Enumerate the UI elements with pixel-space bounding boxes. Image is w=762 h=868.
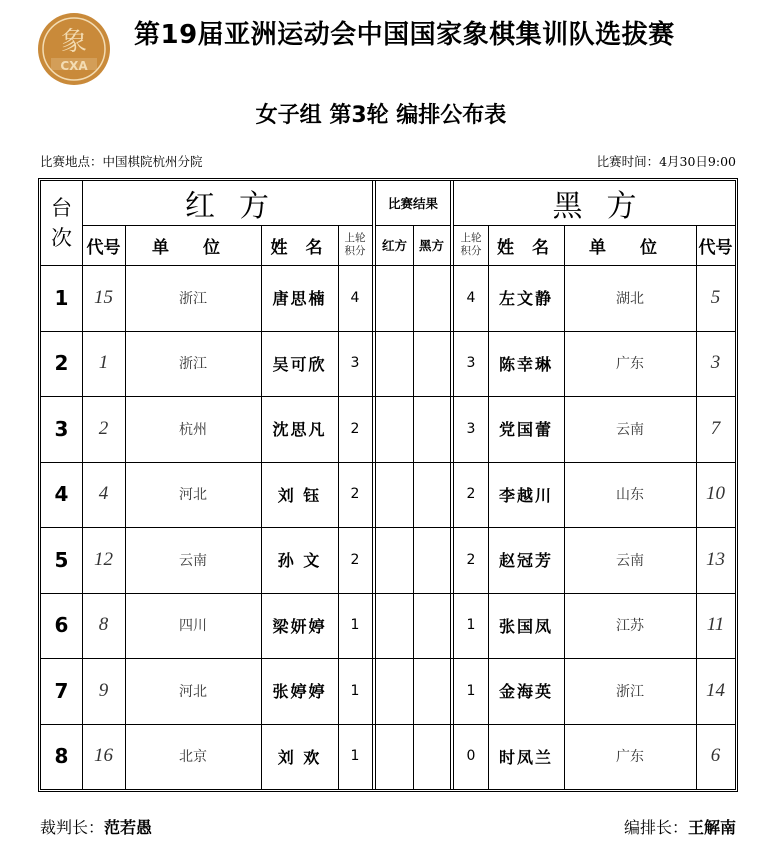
table-number: 7 xyxy=(54,678,69,703)
red-player-name: 张婷婷 xyxy=(272,682,327,702)
black-result[interactable] xyxy=(413,658,450,724)
tai-header: 台 次 xyxy=(51,196,72,250)
black-player-unit: 广东 xyxy=(616,356,644,373)
black-result[interactable] xyxy=(413,396,450,462)
black-player-code: 13 xyxy=(706,548,725,570)
table-number: 5 xyxy=(54,547,69,572)
black-result[interactable] xyxy=(413,331,450,397)
red-side-header: 红方 xyxy=(185,189,293,224)
table-number: 4 xyxy=(54,482,69,507)
arranger xyxy=(624,815,736,838)
arranger-label: 编排长： xyxy=(623,818,688,837)
table-number: 6 xyxy=(54,613,69,638)
table-number: 1 xyxy=(54,285,69,310)
black-player-code: 10 xyxy=(706,483,725,505)
black-player-code: 6 xyxy=(710,745,721,767)
black-player-unit: 湖北 xyxy=(616,290,644,307)
red-player-code: 2 xyxy=(98,417,109,439)
red-player-code: 4 xyxy=(98,483,109,505)
black-result[interactable] xyxy=(413,527,450,593)
black-unit-header: 单 位 xyxy=(589,237,671,258)
pairing-table xyxy=(38,178,738,792)
cxa-logo xyxy=(37,12,111,86)
red-result[interactable] xyxy=(376,527,413,593)
red-player-unit: 杭州 xyxy=(179,421,207,438)
red-prev-score: 2 xyxy=(350,486,360,503)
red-player-unit: 云南 xyxy=(179,552,207,569)
red-player-code: 9 xyxy=(98,679,109,701)
red-player-unit: 浙江 xyxy=(179,290,207,307)
black-result[interactable] xyxy=(413,724,450,790)
black-prev-score: 1 xyxy=(466,617,476,634)
referee-name: 范若愚 xyxy=(104,818,153,837)
result-header: 比赛结果 xyxy=(387,196,438,211)
red-prev-score: 1 xyxy=(350,617,360,634)
red-result[interactable] xyxy=(376,658,413,724)
red-player-name: 吴可欣 xyxy=(272,354,327,374)
red-name-header: 姓 名 xyxy=(270,237,329,258)
red-player-unit: 河北 xyxy=(179,683,207,700)
red-unit-header: 单 位 xyxy=(152,237,234,258)
red-prev-score: 1 xyxy=(350,748,360,765)
red-prev-score-header: 上轮积分 xyxy=(344,232,366,257)
black-result[interactable] xyxy=(413,593,450,659)
black-player-name: 左文静 xyxy=(498,289,553,309)
black-prev-score: 4 xyxy=(466,289,476,306)
red-result[interactable] xyxy=(376,724,413,790)
black-result[interactable] xyxy=(413,265,450,331)
result-black-header: 黑方 xyxy=(418,238,444,253)
black-player-code: 7 xyxy=(710,417,721,439)
red-prev-score: 2 xyxy=(350,551,360,568)
red-code-header: 代号 xyxy=(86,237,121,258)
red-player-unit: 四川 xyxy=(179,618,207,635)
referee-label: 裁判长： xyxy=(40,818,105,837)
red-player-code: 15 xyxy=(94,286,113,308)
black-player-unit: 云南 xyxy=(616,552,644,569)
table-number: 3 xyxy=(54,416,69,441)
black-prev-score: 2 xyxy=(466,551,476,568)
black-player-name: 赵冠芳 xyxy=(498,551,553,571)
black-prev-score-header: 上轮积分 xyxy=(460,232,482,257)
black-player-code: 11 xyxy=(706,614,725,636)
red-player-code: 8 xyxy=(98,614,109,636)
logo-text: CXA xyxy=(60,59,88,73)
black-player-unit: 山东 xyxy=(616,487,644,504)
red-player-name: 刘 钰 xyxy=(277,485,322,505)
red-player-name: 刘 欢 xyxy=(277,747,322,767)
red-player-code: 1 xyxy=(98,352,109,374)
black-player-name: 党国蕾 xyxy=(498,420,553,440)
black-player-code: 5 xyxy=(710,286,721,308)
red-prev-score: 2 xyxy=(350,420,360,437)
time-text: 比赛时间：4月30日9:00 xyxy=(596,154,736,169)
page-subtitle: 女子组 第3轮 编排公布表 xyxy=(255,103,507,128)
black-player-unit: 浙江 xyxy=(616,683,644,700)
red-player-unit: 北京 xyxy=(179,749,207,766)
page-title: 第19届亚洲运动会中国国家象棋集训队选拔赛 xyxy=(134,20,675,50)
red-player-unit: 河北 xyxy=(179,487,207,504)
black-player-name: 金海英 xyxy=(498,682,553,702)
black-player-unit: 广东 xyxy=(616,749,644,766)
red-result[interactable] xyxy=(376,396,413,462)
table-number: 2 xyxy=(54,351,69,376)
black-player-unit: 江苏 xyxy=(616,618,644,635)
red-result[interactable] xyxy=(376,265,413,331)
red-player-name: 梁妍婷 xyxy=(272,616,327,636)
black-player-code: 14 xyxy=(706,679,725,701)
red-result[interactable] xyxy=(376,593,413,659)
red-player-name: 唐思楠 xyxy=(272,289,327,309)
red-prev-score: 4 xyxy=(350,289,360,306)
result-red-header: 红方 xyxy=(381,238,407,253)
red-player-name: 孙 文 xyxy=(277,551,322,571)
black-prev-score: 3 xyxy=(466,420,476,437)
black-prev-score: 1 xyxy=(466,682,476,699)
black-player-name: 李越川 xyxy=(498,485,553,505)
red-result[interactable] xyxy=(376,331,413,397)
black-prev-score: 0 xyxy=(466,748,476,765)
venue-text: 比赛地点：中国棋院杭州分院 xyxy=(40,154,203,169)
red-player-unit: 浙江 xyxy=(179,356,207,373)
referee xyxy=(40,815,152,838)
table-number: 8 xyxy=(54,744,69,769)
black-code-header: 代号 xyxy=(698,237,733,258)
red-prev-score: 3 xyxy=(350,355,360,372)
black-player-unit: 云南 xyxy=(616,421,644,438)
black-player-name: 时凤兰 xyxy=(498,747,553,767)
red-prev-score: 1 xyxy=(350,682,360,699)
black-result[interactable] xyxy=(413,462,450,528)
black-side-header: 黑方 xyxy=(552,189,661,224)
black-prev-score: 3 xyxy=(466,355,476,372)
black-prev-score: 2 xyxy=(466,486,476,503)
logo-glyph: 象 xyxy=(60,27,88,57)
red-result[interactable] xyxy=(376,462,413,528)
arranger-name: 王解南 xyxy=(687,818,736,837)
black-player-name: 张国凤 xyxy=(498,616,553,636)
red-player-name: 沈思凡 xyxy=(272,420,327,440)
black-name-header: 姓 名 xyxy=(497,237,555,258)
red-player-code: 12 xyxy=(94,548,113,570)
black-player-code: 3 xyxy=(710,352,721,374)
red-player-code: 16 xyxy=(94,745,113,767)
black-player-name: 陈幸琳 xyxy=(498,354,553,374)
